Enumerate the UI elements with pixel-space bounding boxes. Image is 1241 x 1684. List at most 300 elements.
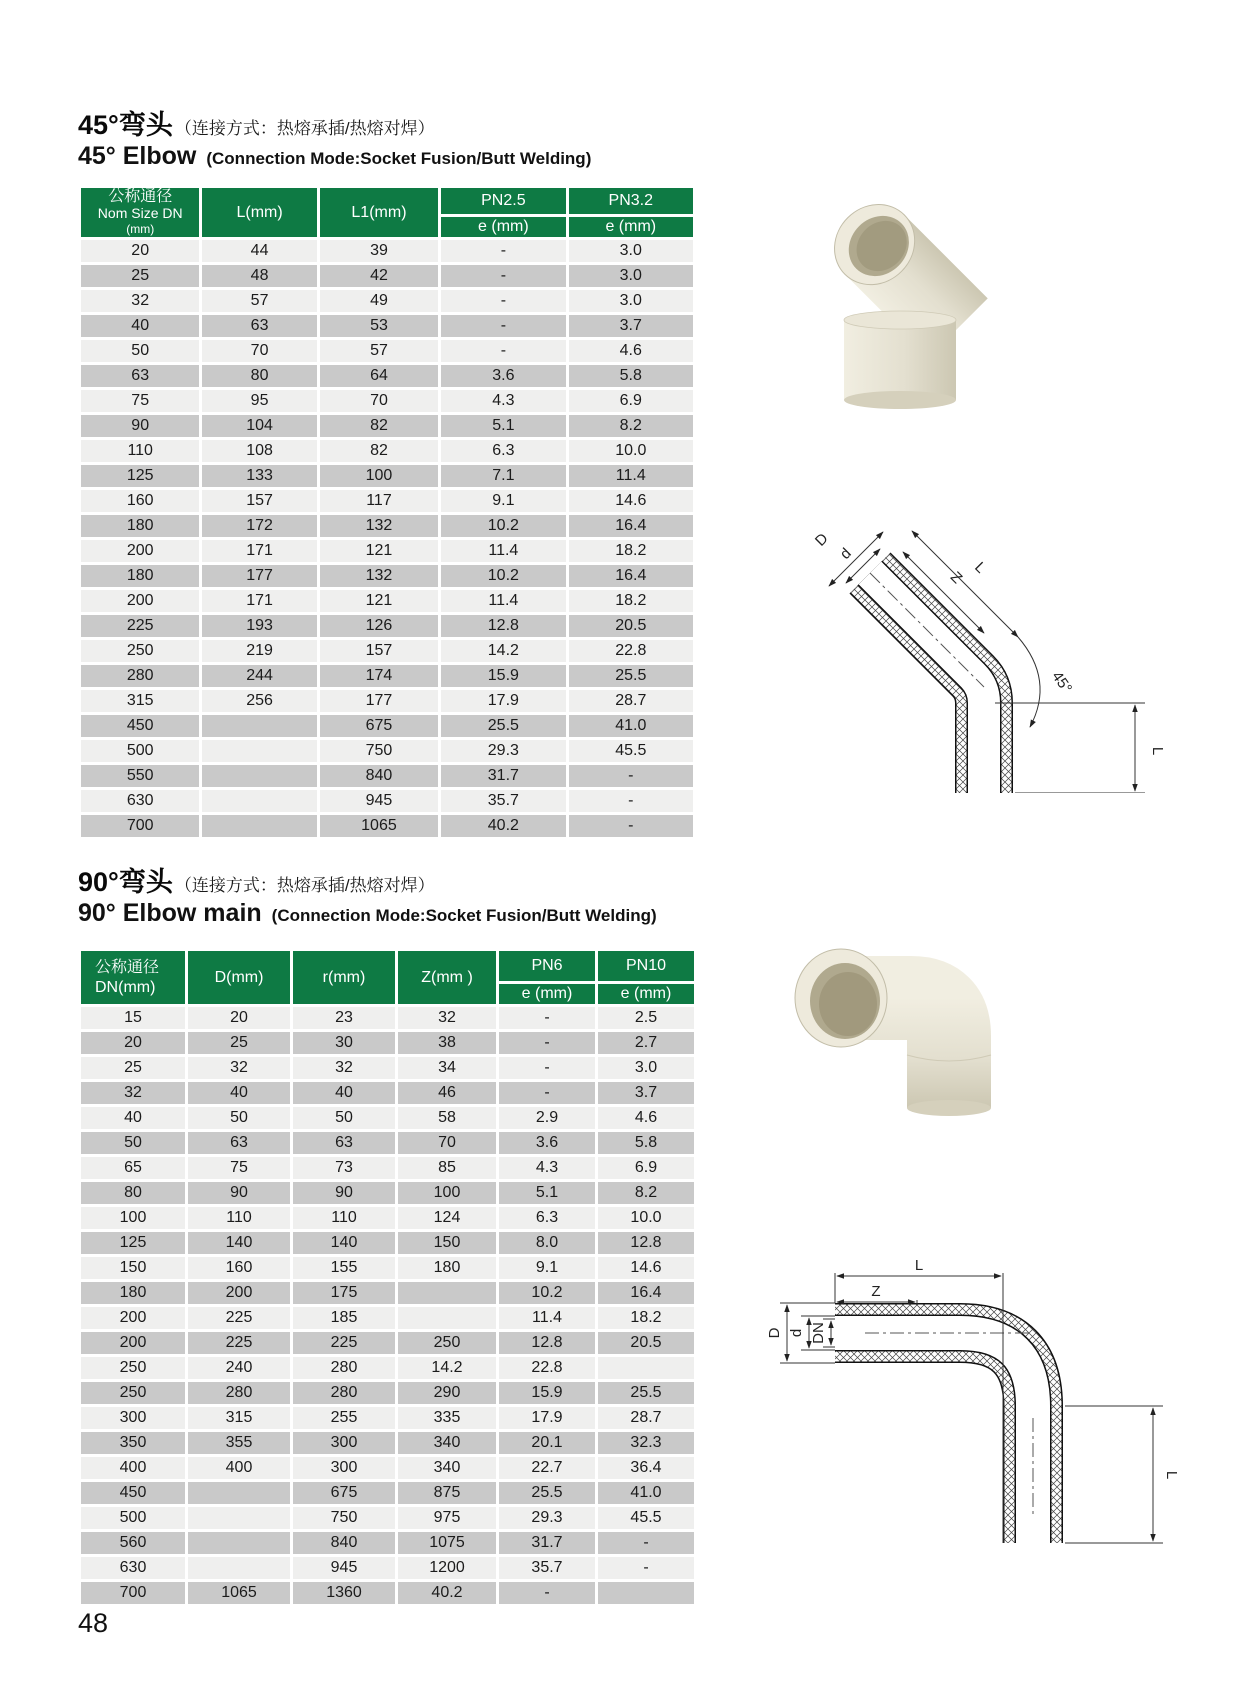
svg-text:d: d bbox=[788, 1328, 805, 1338]
table-cell: 45.5 bbox=[569, 740, 693, 762]
table-cell: 90 bbox=[188, 1182, 290, 1204]
table-cell: 255 bbox=[293, 1407, 395, 1429]
table-row bbox=[81, 1432, 694, 1454]
elbow-90-photo bbox=[763, 903, 1011, 1136]
table-cell: 3.6 bbox=[499, 1132, 595, 1154]
table-cell: 64 bbox=[320, 365, 438, 387]
table-cell bbox=[202, 815, 316, 837]
table-cell: 1065 bbox=[320, 815, 438, 837]
table-cell: 20.5 bbox=[569, 615, 693, 637]
table-cell: 57 bbox=[320, 340, 438, 362]
table-cell: - bbox=[569, 815, 693, 837]
table-cell: 14.2 bbox=[441, 640, 565, 662]
table-cell: 180 bbox=[81, 515, 199, 537]
table-row bbox=[81, 1557, 694, 1579]
elbow-45-diagram bbox=[725, 495, 1187, 793]
table-cell: 280 bbox=[293, 1382, 395, 1404]
table-cell: 450 bbox=[81, 715, 199, 737]
table-row bbox=[81, 690, 693, 712]
table-cell: 400 bbox=[188, 1457, 290, 1479]
table-cell: 14.6 bbox=[598, 1257, 694, 1279]
table-cell: - bbox=[598, 1532, 694, 1554]
table-cell: 32 bbox=[81, 290, 199, 312]
table-cell: - bbox=[569, 790, 693, 812]
table-cell: 16.4 bbox=[569, 565, 693, 587]
table-row bbox=[81, 240, 693, 262]
table-row bbox=[81, 1082, 694, 1104]
table-cell: 945 bbox=[320, 790, 438, 812]
heading-45-en-note: (Connection Mode:Socket Fusion/Butt Welding) bbox=[206, 149, 592, 168]
table-cell: 34 bbox=[398, 1057, 496, 1079]
table-cell bbox=[398, 1282, 496, 1304]
table-cell bbox=[188, 1507, 290, 1529]
table-row bbox=[81, 1382, 694, 1404]
table-cell: 25 bbox=[188, 1032, 290, 1054]
table-cell: 20 bbox=[188, 1007, 290, 1029]
table-row bbox=[81, 465, 693, 487]
col-header-pn10: PN10 bbox=[598, 951, 694, 981]
table-cell bbox=[202, 765, 316, 787]
table-row bbox=[81, 1057, 694, 1079]
table-cell: 133 bbox=[202, 465, 316, 487]
table-cell: - bbox=[598, 1557, 694, 1579]
svg-text:D: D bbox=[766, 1327, 783, 1339]
table-row bbox=[81, 1307, 694, 1329]
table-cell: 16.4 bbox=[598, 1282, 694, 1304]
table-cell: 17.9 bbox=[499, 1407, 595, 1429]
table-cell: 32 bbox=[293, 1057, 395, 1079]
table-cell: - bbox=[499, 1057, 595, 1079]
table-row bbox=[81, 415, 693, 437]
table-cell: 7.1 bbox=[441, 465, 565, 487]
table-cell: 110 bbox=[293, 1207, 395, 1229]
elbow-90-table-body bbox=[81, 1007, 694, 1604]
table-cell bbox=[188, 1557, 290, 1579]
table-cell: 140 bbox=[188, 1232, 290, 1254]
table-cell: 5.1 bbox=[441, 415, 565, 437]
table-cell: 63 bbox=[202, 315, 316, 337]
table-cell: 177 bbox=[202, 565, 316, 587]
table-cell: 193 bbox=[202, 615, 316, 637]
table-cell: 11.4 bbox=[569, 465, 693, 487]
table-cell: 12.8 bbox=[499, 1332, 595, 1354]
table-cell: 35.7 bbox=[441, 790, 565, 812]
table-cell: 95 bbox=[202, 390, 316, 412]
table-cell: 8.0 bbox=[499, 1232, 595, 1254]
table-cell: 124 bbox=[398, 1207, 496, 1229]
table-cell: 4.6 bbox=[598, 1107, 694, 1129]
table-row bbox=[81, 515, 693, 537]
table-cell: 1075 bbox=[398, 1532, 496, 1554]
table-cell: 244 bbox=[202, 665, 316, 687]
svg-text:45°: 45° bbox=[1048, 668, 1076, 697]
table-cell: - bbox=[499, 1082, 595, 1104]
heading-90-zh-note: （连接方式：热熔承插/热熔对焊） bbox=[174, 876, 435, 895]
table-cell: 1065 bbox=[188, 1582, 290, 1604]
svg-text:Z: Z bbox=[871, 1283, 881, 1300]
table-row bbox=[81, 640, 693, 662]
table-row bbox=[81, 740, 693, 762]
elbow-90-table bbox=[78, 948, 697, 1607]
table-cell: 57 bbox=[202, 290, 316, 312]
table-row bbox=[81, 1007, 694, 1029]
table-cell: 20.5 bbox=[598, 1332, 694, 1354]
elbow-45-table-body bbox=[81, 240, 693, 837]
table-cell: 63 bbox=[293, 1132, 395, 1154]
table-cell bbox=[202, 790, 316, 812]
table-cell: 50 bbox=[293, 1107, 395, 1129]
table-cell: 280 bbox=[81, 665, 199, 687]
table-cell: 155 bbox=[293, 1257, 395, 1279]
table-cell: 10.2 bbox=[499, 1282, 595, 1304]
table-cell: 300 bbox=[81, 1407, 185, 1429]
table-cell: 1200 bbox=[398, 1557, 496, 1579]
table-cell: 140 bbox=[293, 1232, 395, 1254]
table-row bbox=[81, 490, 693, 512]
table-row bbox=[81, 1032, 694, 1054]
table-cell: 4.3 bbox=[441, 390, 565, 412]
table-cell: 41.0 bbox=[569, 715, 693, 737]
elbow-90-table-header bbox=[81, 951, 694, 1004]
table-cell: - bbox=[569, 765, 693, 787]
table-row bbox=[81, 365, 693, 387]
table-cell: 3.0 bbox=[569, 265, 693, 287]
col-header-L: L(mm) bbox=[202, 188, 316, 237]
svg-text:Z: Z bbox=[946, 568, 966, 588]
table-cell: 250 bbox=[398, 1332, 496, 1354]
table-cell: 132 bbox=[320, 565, 438, 587]
page-number: 48 bbox=[78, 1608, 109, 1638]
table-cell: 104 bbox=[202, 415, 316, 437]
table-cell: 150 bbox=[81, 1257, 185, 1279]
table-cell: 250 bbox=[81, 640, 199, 662]
table-cell: 28.7 bbox=[598, 1407, 694, 1429]
table-cell: 350 bbox=[81, 1432, 185, 1454]
svg-text:d: d bbox=[836, 544, 855, 563]
table-cell: 300 bbox=[293, 1457, 395, 1479]
table-cell: 3.7 bbox=[598, 1082, 694, 1104]
table-row bbox=[81, 790, 693, 812]
table-cell bbox=[598, 1357, 694, 1379]
table-cell: 3.0 bbox=[569, 290, 693, 312]
table-cell: 225 bbox=[81, 615, 199, 637]
table-row bbox=[81, 1132, 694, 1154]
table-cell: 40 bbox=[293, 1082, 395, 1104]
table-cell: 108 bbox=[202, 440, 316, 462]
svg-text:L: L bbox=[1163, 1470, 1180, 1480]
table-cell: 172 bbox=[202, 515, 316, 537]
table-cell: 50 bbox=[81, 340, 199, 362]
elbow-45-table-header bbox=[81, 188, 693, 237]
table-cell: 750 bbox=[320, 740, 438, 762]
table-row bbox=[81, 1232, 694, 1254]
table-cell: 157 bbox=[202, 490, 316, 512]
table-row bbox=[81, 715, 693, 737]
table-cell: 100 bbox=[320, 465, 438, 487]
table-cell: 400 bbox=[81, 1457, 185, 1479]
col-header-Z: Z(mm ) bbox=[398, 951, 496, 1004]
table-cell: 20 bbox=[81, 1032, 185, 1054]
table-row bbox=[81, 1182, 694, 1204]
svg-text:L: L bbox=[971, 558, 990, 577]
table-cell: 340 bbox=[398, 1457, 496, 1479]
table-cell: 5.1 bbox=[499, 1182, 595, 1204]
table-cell: 180 bbox=[81, 565, 199, 587]
table-cell: 36.4 bbox=[598, 1457, 694, 1479]
table-cell: 25.5 bbox=[569, 665, 693, 687]
table-cell: 975 bbox=[398, 1507, 496, 1529]
table-cell: 3.0 bbox=[569, 240, 693, 262]
table-cell: 58 bbox=[398, 1107, 496, 1129]
table-cell: 700 bbox=[81, 815, 199, 837]
table-cell: 256 bbox=[202, 690, 316, 712]
table-cell: 25 bbox=[81, 265, 199, 287]
heading-45-en bbox=[78, 142, 591, 171]
table-cell: 9.1 bbox=[499, 1257, 595, 1279]
table-cell: 4.3 bbox=[499, 1157, 595, 1179]
table-cell: 5.8 bbox=[598, 1132, 694, 1154]
table-cell: 35.7 bbox=[499, 1557, 595, 1579]
table-cell: 185 bbox=[293, 1307, 395, 1329]
heading-45-zh-note: （连接方式：热熔承插/热熔对焊） bbox=[174, 119, 435, 138]
table-cell: 11.4 bbox=[499, 1307, 595, 1329]
table-cell: - bbox=[441, 290, 565, 312]
table-cell: 200 bbox=[81, 1332, 185, 1354]
table-cell: 5.8 bbox=[569, 365, 693, 387]
table-cell: 40 bbox=[81, 1107, 185, 1129]
table-cell: 171 bbox=[202, 540, 316, 562]
table-cell: 2.7 bbox=[598, 1032, 694, 1054]
table-cell: 14.6 bbox=[569, 490, 693, 512]
table-cell: 14.2 bbox=[398, 1357, 496, 1379]
elbow-90-diagram bbox=[735, 1228, 1197, 1565]
table-cell: 63 bbox=[81, 365, 199, 387]
table-cell: 100 bbox=[398, 1182, 496, 1204]
table-cell: 40.2 bbox=[398, 1582, 496, 1604]
table-row bbox=[81, 615, 693, 637]
table-row bbox=[81, 815, 693, 837]
table-row bbox=[81, 1207, 694, 1229]
col-subheader-e-mm: e (mm) bbox=[499, 984, 595, 1004]
table-cell: 177 bbox=[320, 690, 438, 712]
table-cell: 50 bbox=[81, 1132, 185, 1154]
col-header-nom-size: 公称通径 Nom Size DN (mm) bbox=[81, 188, 199, 237]
table-cell: 12.8 bbox=[598, 1232, 694, 1254]
table-cell: 200 bbox=[81, 1307, 185, 1329]
table-cell: 82 bbox=[320, 415, 438, 437]
table-cell: 50 bbox=[188, 1107, 290, 1129]
table-cell: 1360 bbox=[293, 1582, 395, 1604]
table-cell: 6.9 bbox=[598, 1157, 694, 1179]
table-cell: 240 bbox=[188, 1357, 290, 1379]
table-cell: 560 bbox=[81, 1532, 185, 1554]
table-cell: 175 bbox=[293, 1282, 395, 1304]
table-cell: 28.7 bbox=[569, 690, 693, 712]
table-cell: 630 bbox=[81, 1557, 185, 1579]
table-cell: 18.2 bbox=[598, 1307, 694, 1329]
table-cell: 315 bbox=[188, 1407, 290, 1429]
table-cell: 10.2 bbox=[441, 515, 565, 537]
table-cell: 16.4 bbox=[569, 515, 693, 537]
table-cell bbox=[598, 1582, 694, 1604]
table-row bbox=[81, 1157, 694, 1179]
table-cell: 180 bbox=[81, 1282, 185, 1304]
table-cell: 280 bbox=[188, 1382, 290, 1404]
table-cell: 18.2 bbox=[569, 540, 693, 562]
heading-90-zh-title: 90°弯头 bbox=[78, 867, 173, 897]
table-cell: 20.1 bbox=[499, 1432, 595, 1454]
table-row bbox=[81, 1282, 694, 1304]
elbow-45-diagram-body bbox=[870, 573, 984, 793]
table-cell: 180 bbox=[398, 1257, 496, 1279]
table-cell bbox=[202, 715, 316, 737]
table-cell: 15.9 bbox=[441, 665, 565, 687]
table-cell: 700 bbox=[81, 1582, 185, 1604]
table-cell: 22.7 bbox=[499, 1457, 595, 1479]
table-cell: 150 bbox=[398, 1232, 496, 1254]
table-row bbox=[81, 1532, 694, 1554]
table-cell: 219 bbox=[202, 640, 316, 662]
table-cell: 675 bbox=[293, 1482, 395, 1504]
table-cell: 4.6 bbox=[569, 340, 693, 362]
heading-90-en-title: 90° Elbow main bbox=[78, 899, 262, 927]
table-cell: 121 bbox=[320, 540, 438, 562]
table-cell: 75 bbox=[188, 1157, 290, 1179]
table-cell: 6.9 bbox=[569, 390, 693, 412]
table-cell: 32 bbox=[81, 1082, 185, 1104]
table-row bbox=[81, 440, 693, 462]
table-cell: 117 bbox=[320, 490, 438, 512]
table-row bbox=[81, 315, 693, 337]
table-cell: 10.2 bbox=[441, 565, 565, 587]
table-cell: 25.5 bbox=[441, 715, 565, 737]
table-cell: 42 bbox=[320, 265, 438, 287]
elbow-90-photo-opening bbox=[795, 949, 887, 1047]
table-cell: 32 bbox=[188, 1057, 290, 1079]
table-cell: 45.5 bbox=[598, 1507, 694, 1529]
col-subheader-e-mm: e (mm) bbox=[441, 217, 565, 237]
table-cell: 675 bbox=[320, 715, 438, 737]
col-header-dn: 公称通径 DN(mm) bbox=[81, 951, 185, 1004]
table-cell: 15.9 bbox=[499, 1382, 595, 1404]
table-cell: - bbox=[441, 240, 565, 262]
elbow-45-photo bbox=[778, 168, 1003, 426]
table-cell: 875 bbox=[398, 1482, 496, 1504]
table-row bbox=[81, 1582, 694, 1604]
col-subheader-e-mm: e (mm) bbox=[598, 984, 694, 1004]
table-cell: 75 bbox=[81, 390, 199, 412]
table-cell: 48 bbox=[202, 265, 316, 287]
table-cell: 225 bbox=[188, 1307, 290, 1329]
table-cell: 63 bbox=[188, 1132, 290, 1154]
table-cell: 32.3 bbox=[598, 1432, 694, 1454]
table-cell: 23 bbox=[293, 1007, 395, 1029]
table-cell: 630 bbox=[81, 790, 199, 812]
table-cell: 3.0 bbox=[598, 1057, 694, 1079]
table-cell: 126 bbox=[320, 615, 438, 637]
table-cell: 12.8 bbox=[441, 615, 565, 637]
col-header-r: r(mm) bbox=[293, 951, 395, 1004]
table-cell: 11.4 bbox=[441, 540, 565, 562]
table-cell: - bbox=[441, 315, 565, 337]
svg-text:L: L bbox=[914, 1257, 924, 1274]
table-row bbox=[81, 1482, 694, 1504]
table-cell: 29.3 bbox=[499, 1507, 595, 1529]
heading-90-en bbox=[78, 899, 657, 928]
table-cell: 132 bbox=[320, 515, 438, 537]
table-cell: 340 bbox=[398, 1432, 496, 1454]
table-cell: 9.1 bbox=[441, 490, 565, 512]
table-cell: 40.2 bbox=[441, 815, 565, 837]
table-cell: 250 bbox=[81, 1382, 185, 1404]
table-cell: 160 bbox=[188, 1257, 290, 1279]
table-row bbox=[81, 265, 693, 287]
table-cell: 200 bbox=[81, 540, 199, 562]
heading-90-en-note: (Connection Mode:Socket Fusion/Butt Welding) bbox=[271, 906, 657, 925]
table-cell: 500 bbox=[81, 740, 199, 762]
table-cell: 250 bbox=[81, 1357, 185, 1379]
table-cell: 11.4 bbox=[441, 590, 565, 612]
table-cell: 40 bbox=[81, 315, 199, 337]
svg-text:L: L bbox=[1149, 746, 1166, 756]
table-row bbox=[81, 1107, 694, 1129]
table-cell: 18.2 bbox=[569, 590, 693, 612]
table-row bbox=[81, 765, 693, 787]
table-cell: 171 bbox=[202, 590, 316, 612]
col-subheader-e-mm: e (mm) bbox=[569, 217, 693, 237]
table-cell: 335 bbox=[398, 1407, 496, 1429]
table-cell: 500 bbox=[81, 1507, 185, 1529]
table-cell: 22.8 bbox=[499, 1357, 595, 1379]
table-cell: 121 bbox=[320, 590, 438, 612]
table-cell: 31.7 bbox=[441, 765, 565, 787]
table-cell: 300 bbox=[293, 1432, 395, 1454]
table-row bbox=[81, 1457, 694, 1479]
table-row bbox=[81, 1507, 694, 1529]
table-cell: 20 bbox=[81, 240, 199, 262]
table-cell: 100 bbox=[81, 1207, 185, 1229]
table-cell: 17.9 bbox=[441, 690, 565, 712]
table-cell: 2.9 bbox=[499, 1107, 595, 1129]
table-cell: 90 bbox=[293, 1182, 395, 1204]
table-cell: 6.3 bbox=[499, 1207, 595, 1229]
table-cell: 290 bbox=[398, 1382, 496, 1404]
table-cell: 225 bbox=[188, 1332, 290, 1354]
heading-45-zh bbox=[78, 103, 435, 142]
table-cell: 174 bbox=[320, 665, 438, 687]
table-cell: 25.5 bbox=[598, 1382, 694, 1404]
table-cell: - bbox=[499, 1032, 595, 1054]
table-cell: 70 bbox=[398, 1132, 496, 1154]
table-row bbox=[81, 1407, 694, 1429]
table-cell: 157 bbox=[320, 640, 438, 662]
table-cell: 160 bbox=[81, 490, 199, 512]
table-cell: 110 bbox=[188, 1207, 290, 1229]
table-cell: 2.5 bbox=[598, 1007, 694, 1029]
table-row bbox=[81, 1332, 694, 1354]
table-cell: 125 bbox=[81, 1232, 185, 1254]
table-cell: 450 bbox=[81, 1482, 185, 1504]
table-cell: 90 bbox=[81, 415, 199, 437]
table-row bbox=[81, 1357, 694, 1379]
table-cell: 110 bbox=[81, 440, 199, 462]
table-row bbox=[81, 565, 693, 587]
table-cell: - bbox=[441, 340, 565, 362]
table-cell: 25.5 bbox=[499, 1482, 595, 1504]
table-cell: 200 bbox=[81, 590, 199, 612]
table-cell: 44 bbox=[202, 240, 316, 262]
table-row bbox=[81, 340, 693, 362]
